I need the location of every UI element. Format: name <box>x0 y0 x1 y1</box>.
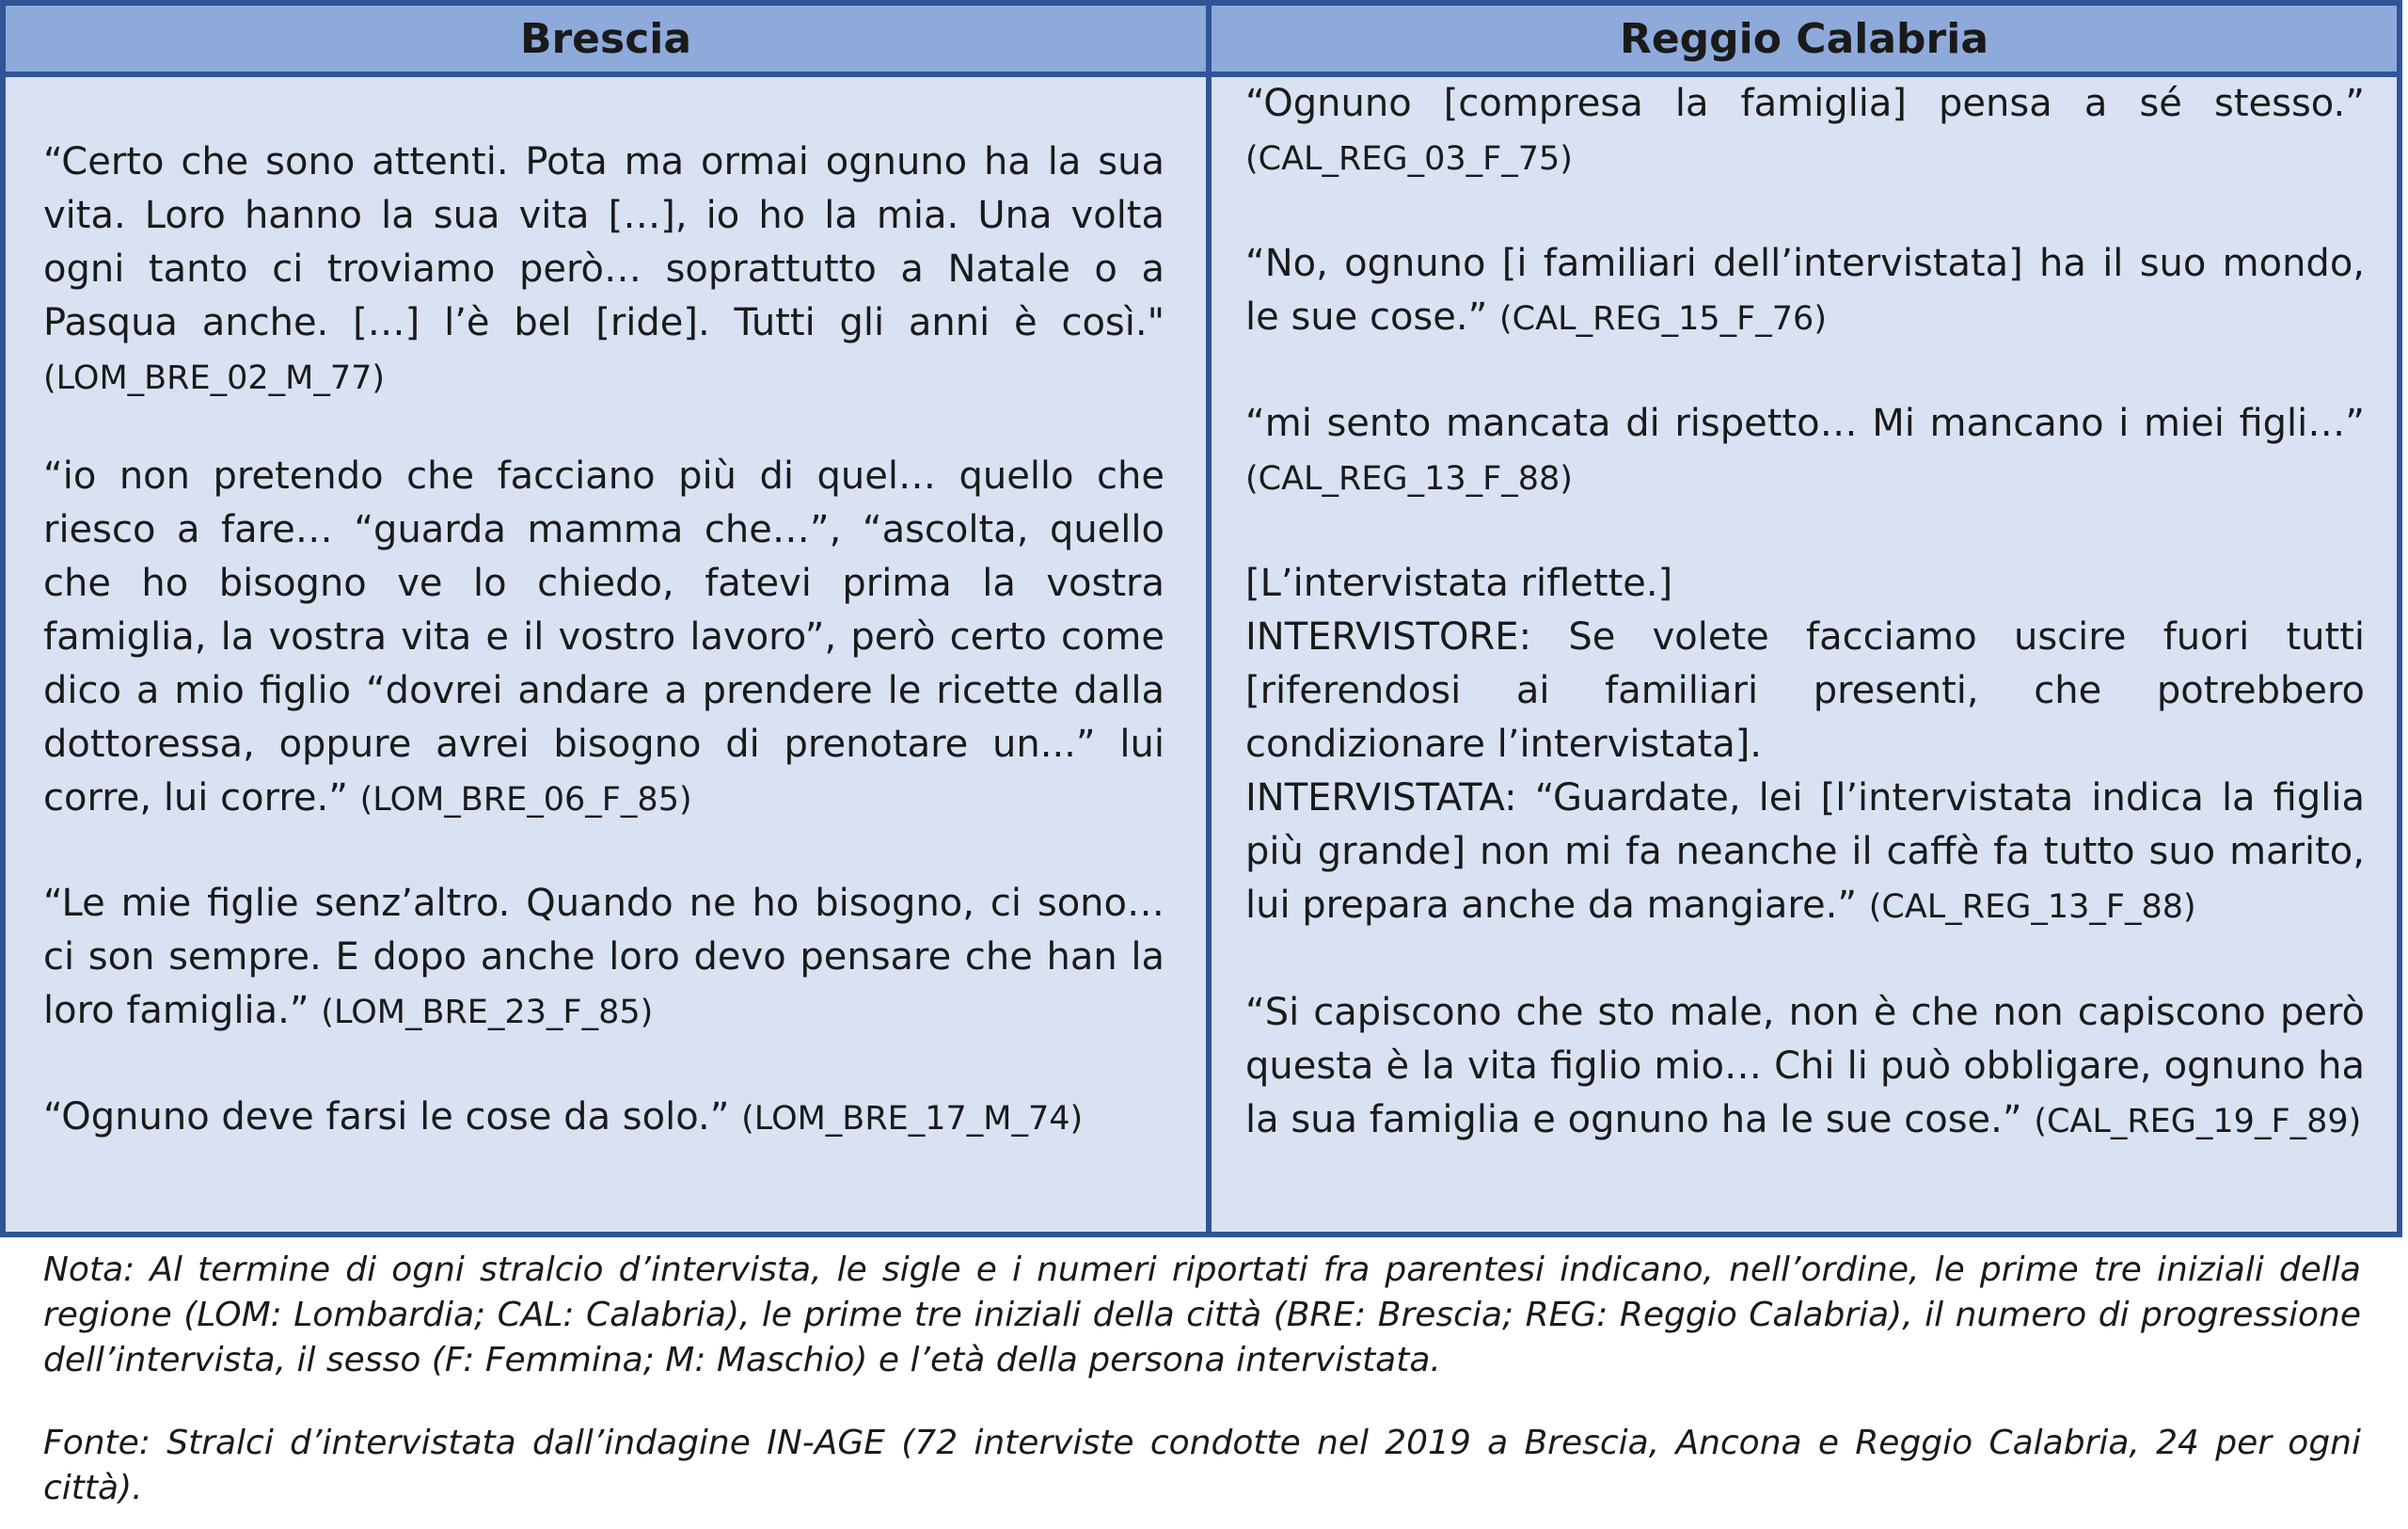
interview-code: (CAL_REG_13_F_88) <box>1868 888 2196 926</box>
quote-block <box>1245 557 2365 934</box>
interview-code: (CAL_REG_15_F_76) <box>1499 300 1827 338</box>
stage-direction: [L’intervistata riflette.] <box>1245 562 1673 605</box>
quote-text: “Ognuno deve farsi le cose da solo.” <box>43 1095 730 1139</box>
quote-block <box>1245 77 2365 186</box>
interview-code: (CAL_REG_03_F_75) <box>1245 140 1573 178</box>
quote-block <box>1245 237 2365 346</box>
quote-block <box>1245 986 2365 1149</box>
header-reggio-calabria: Reggio Calabria <box>1212 6 2397 72</box>
quote-block <box>1245 397 2365 506</box>
reggio-calabria-cell <box>1212 77 2397 1232</box>
table-source: Fonte: Stralci d’intervistata dall’indagine IN-AGE (72 interviste condotte nel 2019 a Brescia, Ancona e Reggio Calabria, 24 per ogni città). <box>43 1424 2361 1507</box>
quote-text: “Le mie figlie senz’altro. Quando ne ho bisogno, ci sono… ci son sempre. E dopo anche loro devo pensare che han la loro famiglia.” <box>43 882 1164 1032</box>
interview-code: (LOM_BRE_06_F_85) <box>359 781 692 819</box>
quote-block <box>43 877 1164 1040</box>
interviewer-line: INTERVISTORE: Se volete facciamo uscire fuori tutti [riferendosi ai familiari presenti, che potrebbero condizionare l’intervistata]. <box>1245 615 2365 766</box>
quote-block <box>43 135 1164 406</box>
quote-text: INTERVISTATA: “Guardate, lei [l’intervistata indica la figlia più grande] non mi fa neanche il caffè fa tutto suo marito, lui prepara anche da mangiare.” <box>1245 776 2365 927</box>
quote-text: “io non pretendo che facciano più di quel… quello che riesco a fare… “guarda mamma che…”, “ascolta, quello che ho bisogno ve lo chiedo, fatevi prima la vostra famiglia, la vostra vita e il vostro lavoro”, però certo come dico a mio figlio “dovrei andare a prendere le ricette dalla dottoressa, oppure avrei bisogno di prenotare un...” lui corre, lui corre.” <box>43 454 1164 820</box>
interview-code: (LOM_BRE_23_F_85) <box>321 994 654 1031</box>
interview-code: (LOM_BRE_02_M_77) <box>43 359 386 397</box>
quote-block <box>43 450 1164 827</box>
quote-text: “mi sento mancata di rispetto… Mi mancano i miei figli…” <box>1245 402 2365 445</box>
quote-block <box>43 1091 1164 1146</box>
header-brescia: Brescia <box>6 6 1206 72</box>
table-note: Nota: Al termine di ogni stralcio d’intervista, le sigle e i numeri riportati fra parentesi indicano, nell’ordine, le prime tre iniziali della regione (LOM: Lombardia; CAL: Calabria), le prime tre iniziali della città (BRE: Brescia; REG: Reggio Calabria), il numero di progressione dell’intervista, il sesso (F: Femmina; M: Maschio) e l’età della persona intervistata. <box>43 1250 2361 1379</box>
brescia-cell <box>6 77 1206 1232</box>
quote-text: “Si capiscono che sto male, non è che non capiscono però questa è la vita figlio mio… Chi li può obbligare, ognuno ha la sua famiglia e ognuno ha le sue cose.” <box>1245 991 2365 1141</box>
interview-code: (CAL_REG_19_F_89) <box>2034 1103 2362 1140</box>
quote-text: “Ognuno [compresa la famiglia] pensa a sé stesso.” <box>1245 82 2365 125</box>
quote-text: “Certo che sono attenti. Pota ma ormai ognuno ha la sua vita. Loro hanno la sua vita […], io ho la mia. Una volta ogni tanto ci troviamo però… soprattutto a Natale o a Pasqua anche. […] l’è bel [ride]. Tutti gli anni è così." <box>43 140 1164 344</box>
interview-code: (CAL_REG_13_F_88) <box>1245 460 1573 498</box>
interview-code: (LOM_BRE_17_M_74) <box>741 1100 1084 1138</box>
quote-text: “No, ognuno [i familiari dell’intervistata] ha il suo mondo, le sue cose.” <box>1245 242 2365 339</box>
